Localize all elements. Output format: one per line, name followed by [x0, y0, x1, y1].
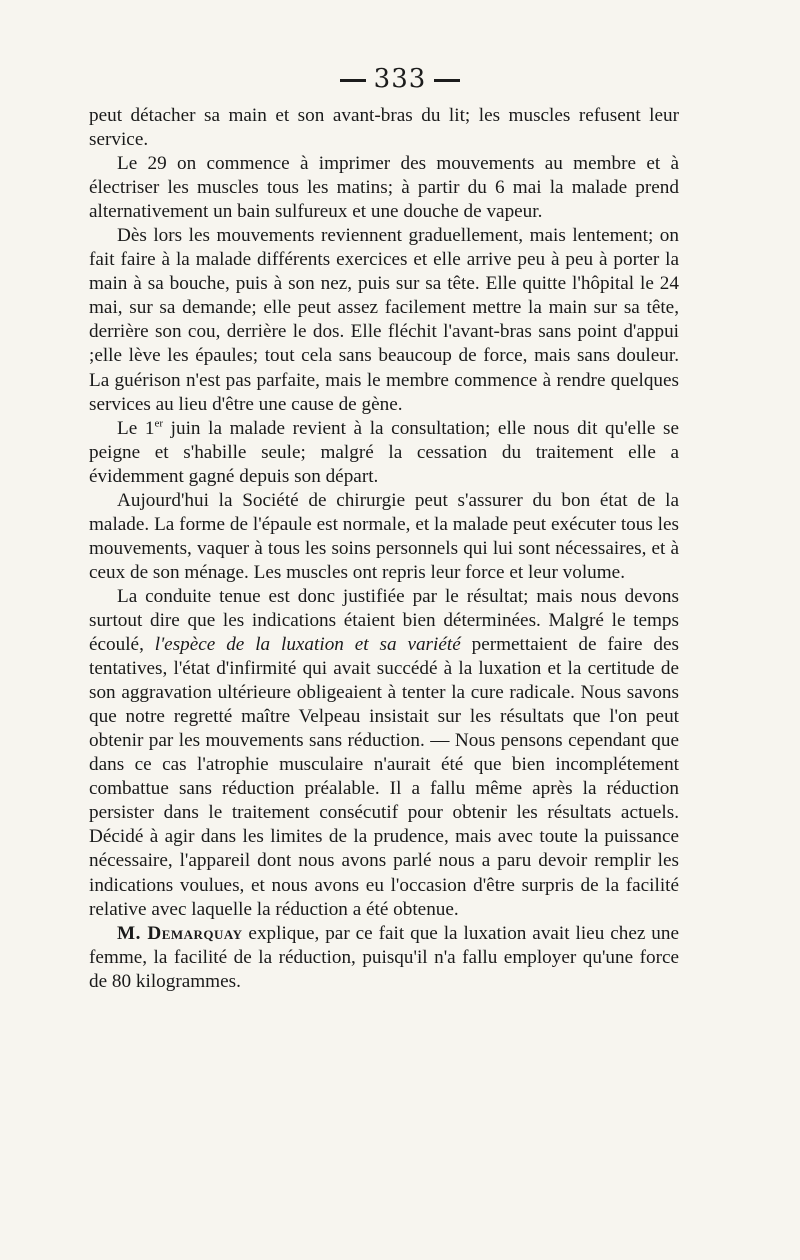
superscript: er [154, 417, 164, 430]
paragraph [89, 922, 679, 994]
body-text [89, 104, 679, 994]
page-header [0, 64, 800, 94]
paragraph-text: juin la malade revient à la consultation; elle nous dit qu'elle se peigne et s'habille seule; malgré la cessation du traitement elle a évidemment gagné depuis son départ. [89, 417, 679, 487]
speaker-name: M. Demarquay [117, 922, 243, 944]
paragraph [89, 417, 679, 489]
paragraph: Le 29 on commence à imprimer des mouvements au membre et à électriser les muscles tous les matins; à partir du 6 mai la malade prend alternativement un bain sulfureux et une douche de vapeur. [89, 153, 679, 223]
paragraph [89, 585, 679, 922]
paragraph-text: Le 1 [117, 417, 155, 439]
header-dash-right [434, 79, 460, 82]
italic-phrase: l'espèce de la luxation et sa variété [154, 634, 461, 656]
paragraph-text: La conduite tenue est donc justifiée par le résultat; mais nous devons surtout dire que les indications étaient bien déterminées. Malgré le temps écoulé, [89, 585, 679, 656]
paragraph-text: permettaient de faire des tentatives, l'état d'infirmité qui avait succédé à la luxation et la certitude de son aggravation ultérieure obligeaient à tenter la cure radicale. Nous savons que notre regretté maître Velpeau insistait sur les résultats que l'on peut obtenir par les mouvements sans réduction. — Nous pensons cependant que dans ce cas l'atrophie musculaire n'aurait été que bien incomplétement combattue sans réduction préalable. Il a fallu même après la réduction persister dans le traitement consécutif pour obtenir les résultats actuels. Décidé à agir dans les limites de la prudence, mais avec toute la puissance nécessaire, l'appareil dont nous avons parlé nous a paru devoir remplir les indications voulues, et nous avons eu l'occasion d'être surpris de la facilité relative avec laquelle la réduction a été obtenue. [89, 634, 679, 920]
page-number: 333 [373, 64, 427, 94]
paragraph: Dès lors les mouvements reviennent graduellement, mais lentement; on fait faire à la malade différents exercices et elle arrive peu à peu à porter la main à sa bouche, puis à son nez, puis sur sa tête. Elle quitte l'hôpital le 24 mai, sur sa demande; elle peut assez facilement mettre la main sur sa tête, derrière son cou, derrière le dos. Elle fléchit l'avant-bras sans point d'appui ;elle lève les épaules; tout cela sans beaucoup de force, mais sans douleur. La guérison n'est pas parfaite, mais le membre commence à rendre quelques services au lieu d'être une cause de gène. [89, 225, 679, 415]
header-dash-left [340, 79, 366, 82]
paragraph: Aujourd'hui la Société de chirurgie peut s'assurer du bon état de la malade. La forme de l'épaule est normale, et la malade peut exécuter tous les mouvements, vaquer à tous les soins personnels qui lui sont nécessaires, et à ceux de son ménage. Les muscles ont repris leur force et leur volume. [89, 489, 679, 583]
paragraph-continued: peut détacher sa main et son avant-bras du lit; les muscles refusent leur service. [89, 105, 679, 151]
paragraph-text: explique, par ce fait que la luxation avait lieu chez une femme, la facilité de la réduction, puisqu'il n'a fallu employer qu'une force de 80 kilogrammes. [89, 922, 679, 992]
